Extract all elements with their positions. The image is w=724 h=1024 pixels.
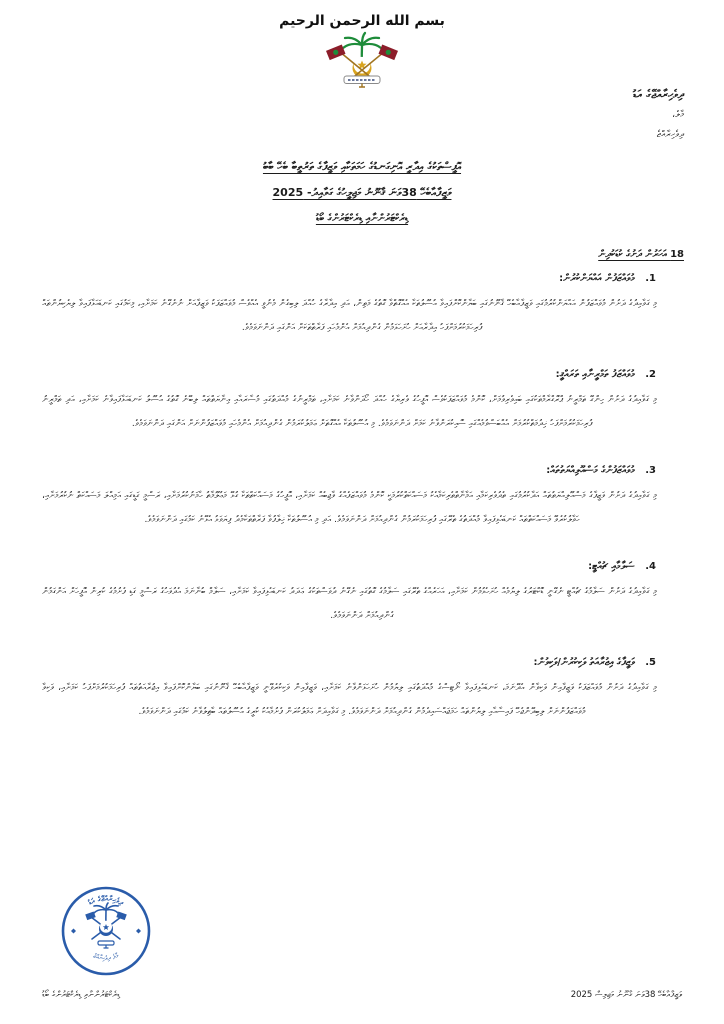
national-emblem	[0, 30, 724, 88]
stamp-bottom-text: މާލެ ދިވެހިރާއްޖެ	[92, 951, 120, 963]
document-title-block	[0, 154, 724, 232]
section-2-title: މުވައްޒަފު ތަމްރީނާއި ތަރައްޤީ:	[555, 369, 635, 380]
footer-right-text: ވަޒީފާއާބެހޭ 38ވަނަ ޤާނޫނު މަޖިލިސް 2025	[570, 990, 682, 1000]
title-line-3: ޑިރެކްޓަރުންނާއި ޑިރެކްޓަރުންގެ ބޯޑު	[315, 213, 409, 224]
letterhead	[0, 84, 724, 145]
section-4-title: ސަލާމާއި ޗުއްޓީ:	[588, 561, 635, 572]
scroll-banner-icon	[344, 76, 380, 87]
official-seal-stamp	[60, 884, 152, 978]
letterhead-country: ދިވެހިރާއްޖެ	[656, 129, 684, 140]
section-2-number: 2.	[645, 369, 656, 380]
section-5-title: ވަޒީފާގެ އިޖުރާއަތު ވަކިކުރުން/ވަކިވުން:	[533, 657, 635, 668]
letterhead-city: މާލެ،	[672, 110, 684, 120]
section-5-heading	[42, 655, 682, 671]
section-2-heading	[42, 367, 682, 383]
section-2	[42, 367, 682, 436]
letterhead-org-name: ދިވެހިރާއްޖޭގެ އަޑު	[632, 87, 684, 101]
section-3-title: މުވައްޒަފުންގެ މަސްއޫލިއްޔަތުތައް:	[546, 465, 635, 476]
effective-note-line: 18 އަހަރުން ދަށުގެ ކުޑަކުދިން	[598, 249, 684, 260]
svg-text:މާލެ ދިވެހިރާއްޖެ	[92, 951, 120, 962]
section-5-paragraph: މި ގަވާއިދުގެ ދަށުން މުވައްޒަފަކު ވަޒީފާއިން ވަކިވާން އެދޭނަމަ، ކަނޑައެޅިފައިވާ ނޯޓިސްގެ މުއްދަތުގައި ލިޔުމުން ހުށަހަޅަންވާނެ ކަމަށާއި، ވަޒީފާއިން ވަކިކުރެވޭނީ ވަޒީފާއާބެހޭ ޤާނޫނުގައި ބަޔާންކޮށްފައިވާ އިޖުރާއަތުތައް ފުރިހަމަކުރުމަށްފަހު ކަމަށާއި، ވަކިވާ މުވައްޒަފުންނަށް ލިބިދޭންޖެހޭ ފައިސާއާއި ލިޔުންތައް ހަމަޖައްސައިދެމުން ގެންދިއުމަށް ދަންނަވަމެވެ. މި ގަވާއިދަށް ޢަމަލުކުރަން ފެށުމާއެކު ކުރީގެ އުސޫލުތައް ބާޠިލުވާނެ ކަމުގައި ދަންނަވަމެވެ.	[42, 683, 657, 717]
section-1-heading	[42, 271, 682, 287]
section-3-heading	[42, 463, 682, 479]
section-1-number: 1.	[645, 273, 656, 284]
section-4-number: 4.	[645, 561, 656, 572]
section-5-number: 5.	[645, 657, 656, 668]
section-4-paragraph: މި ގަވާއިދުގެ ދަށުން ސަލާމުގެ ޗުއްޓީ ނެގޭނީ ޑޮކްޓަރުގެ ލިޔުމެއް ހުށަހެޅުމުން ކަމަށާއި، އަހަރެއްގެ ތެރޭގައި ސަލާމުގެ ގޮތުގައި ނެގޭނެ ދުވަސްތަކުގެ ޢަދަދު ކަނޑައެޅިފައިވާ ކަމަށާއި، ސަލާމް ބުނާނަމަ އެދުވަހުގެ ރަސްމީ ގަޑި ފެށުމުގެ ކުރިން އޮފީހަށް އަންގަމުން ގެންދިއުމަށް ދަންނަވަމެވެ.	[42, 587, 657, 621]
palm-tree-icon	[343, 33, 381, 61]
maldives-emblem-icon	[318, 30, 406, 88]
stamp-left-star-icon	[71, 929, 76, 934]
stamp-right-star-icon	[136, 929, 141, 934]
document-body	[0, 271, 724, 724]
section-3-paragraph: މި ގަވާއިދުގެ ދަށުން ވަޒީފާގެ މަސްއޫލިއްޔަތުތައް އަދާކުރުމުގައި ތެދުވެރިކަމާއި އަމާނާތްތެރިކަމާއެކު މަސައްކަތްކުރުމަކީ ކޮންމެ މުވައްޒަފެއްގެ ވާޖިބެއް ކަމަށާއި، އޮފީހުގެ މަސައްކަތްތަކާ ގުޅޭ މަޢުލޫމާތު ހާމަނުކުރުމަށާއި، ރަސްމީ ގަޑީގައި އަމިއްލަ މަސައްކަތް ނުކުރުމަށާއި، ހަވާލުކުރެވޭ މަސައްކަތްތައް ކަނޑައެޅިފައިވާ މުއްދަތުގެ ތެރޭގައި ފުރިހަމަކުރަމުން ގެންދިއުމަށް ދަންނަވަމެވެ. އަދި މި އުސޫލުތަކާ ޚިލާފުވާ ފަރާތްތަކާމެދު ފިޔަވަޅު އެޅޭނެ ކަމުގައި ދަންނަވަމެވެ.	[42, 491, 657, 525]
page-footer	[42, 990, 682, 1000]
section-1-title: މުވައްޒަފުން އައްޔަންކުރުން:	[559, 273, 635, 284]
stamp-crescent-icon	[99, 921, 113, 936]
right-flag-icon	[378, 44, 398, 60]
title-line-2: ވަޒީފާއާބެހޭ 38ވަނަ ޤާނޫނު މަޖިލީހުގެ ގަވާއިދު- 2025	[272, 186, 452, 199]
seal-icon	[60, 884, 152, 978]
section-5	[42, 655, 682, 724]
section-1-paragraph: މި ގަވާއިދުގެ ދަށުން މުވައްޒަފުން އައްޔަންކުރުމުގައި ވަޒީފާއާބެހޭ ޤާނޫނުގައި ބަޔާންކޮށްފައިވާ އުސޫލުތަކާ އެއްގޮތްވާ ގޮތުގެ މަތިން، އަދި އިދާރާގެ ހުއްދަ ލިބިގެން މެނުވީ އެއްވެސް މުވައްޒަފަކު ވަޒީފާއަށް ނުނެގޭނެ ކަމަށާއި، މިކަމުގައި ކަނޑައަޅާފައިވާ ލިޔެކިޔުންތައް ފުރިހަމަކުރުމަށްފަހު އިދާރާއަށް ހުށަހަޅަމުން ގެންދިއުމަށް އެންމެހައި ފަރާތްތަކަށް އަންގައި ދަންނަވަމެވެ.	[42, 299, 657, 333]
section-3	[42, 463, 682, 532]
crescent-star-icon	[353, 57, 372, 78]
section-4-heading	[42, 559, 682, 575]
stamp-top-text: ދިވެހިރާއްޖޭގެ އަޑު	[86, 893, 126, 908]
section-1	[42, 271, 682, 340]
footer-left-text: ޑިރެކްޓަރުންނާއި ޑިރެކްޓަރުންގެ ބޯޑު	[42, 990, 120, 1000]
section-3-number: 3.	[645, 465, 656, 476]
section-2-paragraph: މި ގަވާއިދުގެ ދަށުން ހިންގޭ ތަމްރީނު ޕްރޮގްރާމްތަކުގައި ބައިވެރިވުމަށް، ކޮންމެ މުވައްޒަފަކުވެސް އޮފީހުގެ ވެރިޔާގެ ހުއްދަ ހޯދަންވާނެ ކަމަށާއި، ތަމްރީނުގެ މުއްދަތުގައި މުސާރައާއި ޢިނާޔަތްތައް ލިބޭނެ ގޮތުގެ އުސޫލު ކަނޑައަޅާފައިވާނެ ކަމަށާއި، އަދި ތަމްރީނު ފުރިހަމަކުރުމަށްފަހު ޚިދުމަތްކުރުމަށް އެއްބަސްވުމެއްގައި ސޮއިކުރަންވާނެ ކަމަށް ދަންނަވަމެވެ. މި އުސޫލުތަކާ އެއްގޮތަށް ޢަމަލުކުރަމުން ގެންދިއުމަށް އެންމެހައި މުވައްޒަފުންނަށް އަންގައި ދަންނަވަމެވެ.	[42, 395, 657, 429]
title-line-1: އޮފީސްތަކުގެ އިދާރީ އޮނިގަނޑުގެ ހަމަތަކާއި ވަޒީފާގެ ތަރުތީބާ ބެހޭ ބާބު	[262, 160, 462, 173]
left-flag-icon	[326, 44, 346, 60]
bismillah-calligraphy: بسم الله الرحمن الرحيم	[279, 13, 445, 29]
section-4	[42, 559, 682, 628]
